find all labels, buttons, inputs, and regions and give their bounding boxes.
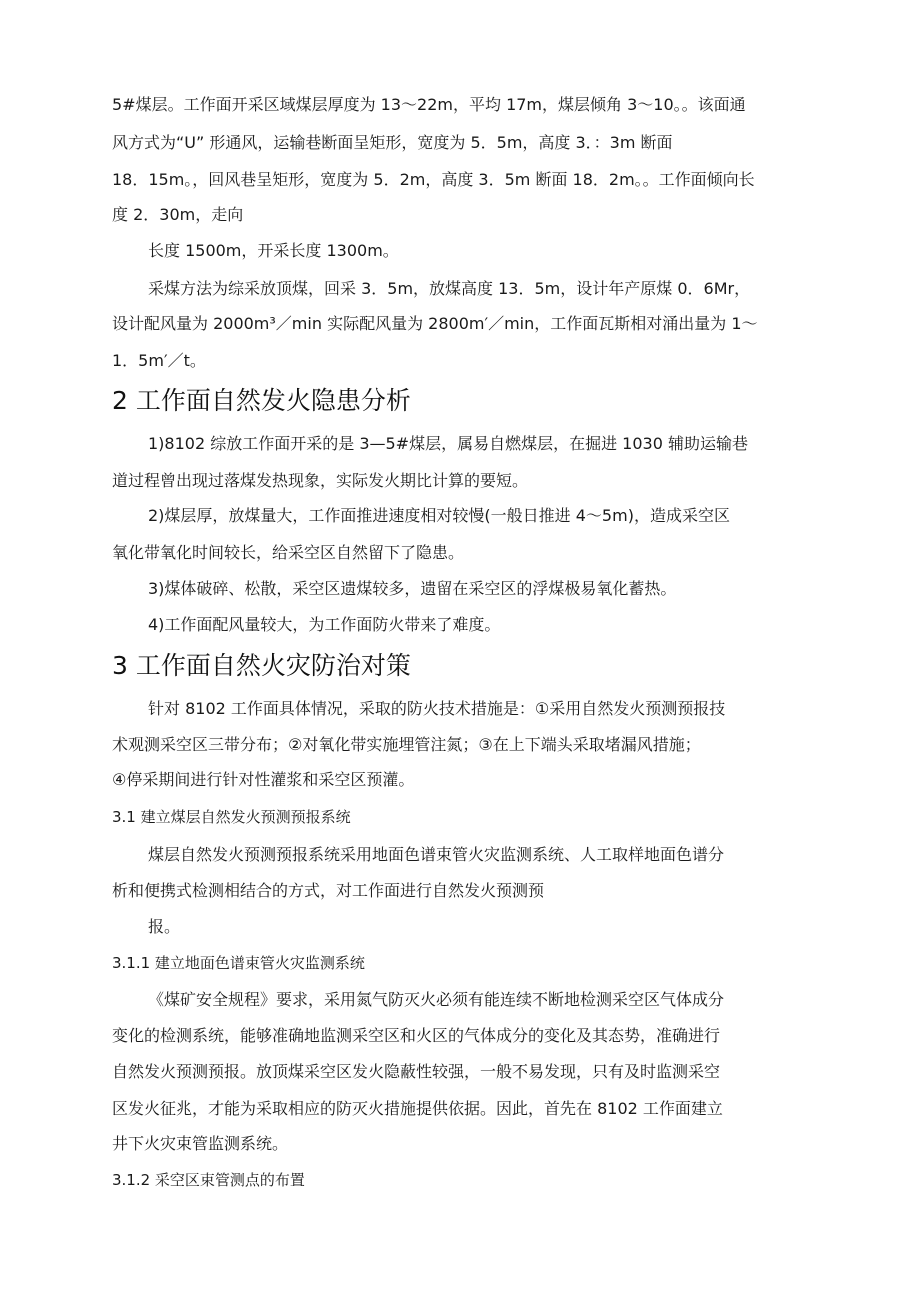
subsection-heading: 3.1 建立煤层自然发火预测预报系统 [112,808,351,826]
body-line: 1)8102 综放工作面开采的是 3—5#煤层，属易自燃煤层，在掘进 1030 辅助运输巷 [148,434,748,453]
body-line: 析和便携式检测相结合的方式，对工作面进行自然发火预测预 [112,881,545,900]
body-line: 术观测采空区三带分布；②对氧化带实施埋管注氮；③在上下端头采取堵漏风措施； [112,735,701,754]
body-line: 设计配风量为 2000m³／min 实际配风量为 2800m′／min，工作面瓦斯相对涌出量为 1～ [112,314,758,333]
body-line: 报。 [148,917,181,936]
body-line: 2)煤层厚，放煤量大，工作面推进速度相对较慢(一般日推进 4～5m)，造成采空区 [148,506,730,525]
body-line: 变化的检测系统，能够准确地监测采空区和火区的气体成分的变化及其态势，准确进行 [112,1026,721,1045]
body-line: 3)煤体破碎、松散，采空区遗煤较多，遗留在采空区的浮煤极易氧化蓄热。 [148,579,677,598]
body-line: 区发火征兆，才能为采取相应的防灭火措施提供依据。因此，首先在 8102 工作面建立 [112,1099,723,1118]
body-line: 5#煤层。工作面开采区域煤层厚度为 13～22m，平均 17m，煤层倾角 3～10。。该面通 [112,95,746,114]
body-line: 道过程曾出现过落煤发热现象，实际发火期比计算的要短。 [112,471,529,490]
body-line: ④停采期间进行针对性灌浆和采空区预灌。 [112,770,415,789]
body-line: 《煤矿安全规程》要求，采用氮气防灭火必须有能连续不断地检测采空区气体成分 [148,990,725,1009]
subsection-heading: 3.1.2 采空区束管测点的布置 [112,1171,305,1189]
body-line: 采煤方法为综采放顶煤，回采 3．5m，放煤高度 13．5m，设计年产原煤 0．6Mr， [148,279,751,298]
body-line: 长度 1500m，开采长度 1300m。 [148,241,399,260]
section-heading: 3 工作面自然火灾防治对策 [112,651,411,680]
body-line: 针对 8102 工作面具体情况，采取的防火技术措施是：①采用自然发火预测预报技 [148,699,726,718]
body-line: 氧化带氧化时间较长，给采空区自然留下了隐患。 [112,543,465,562]
body-line: 煤层自然发火预测预报系统采用地面色谱束管火灾监测系统、人工取样地面色谱分 [148,845,725,864]
subsection-heading: 3.1.1 建立地面色谱束管火灾监测系统 [112,954,365,972]
body-line: 18．15m。，回风巷呈矩形，宽度为 5．2m，高度 3．5m 断面 18．2m。。工作面倾向长 [112,170,755,189]
body-line: 1．5m′／t。 [112,351,206,370]
body-line: 井下火灾束管监测系统。 [112,1134,289,1153]
section-heading: 2 工作面自然发火隐患分析 [112,386,411,415]
body-line: 4)工作面配风量较大，为工作面防火带来了难度。 [148,615,501,634]
body-line: 风方式为“U” 形通风，运输巷断面呈矩形，宽度为 5．5m，高度 3．：3m 断面 [112,133,673,152]
body-line: 度 2．30m，走向 [112,205,244,224]
body-line: 自然发火预测预报。放顶煤采空区发火隐蔽性较强，一般不易发现，只有及时监测采空 [112,1062,721,1081]
